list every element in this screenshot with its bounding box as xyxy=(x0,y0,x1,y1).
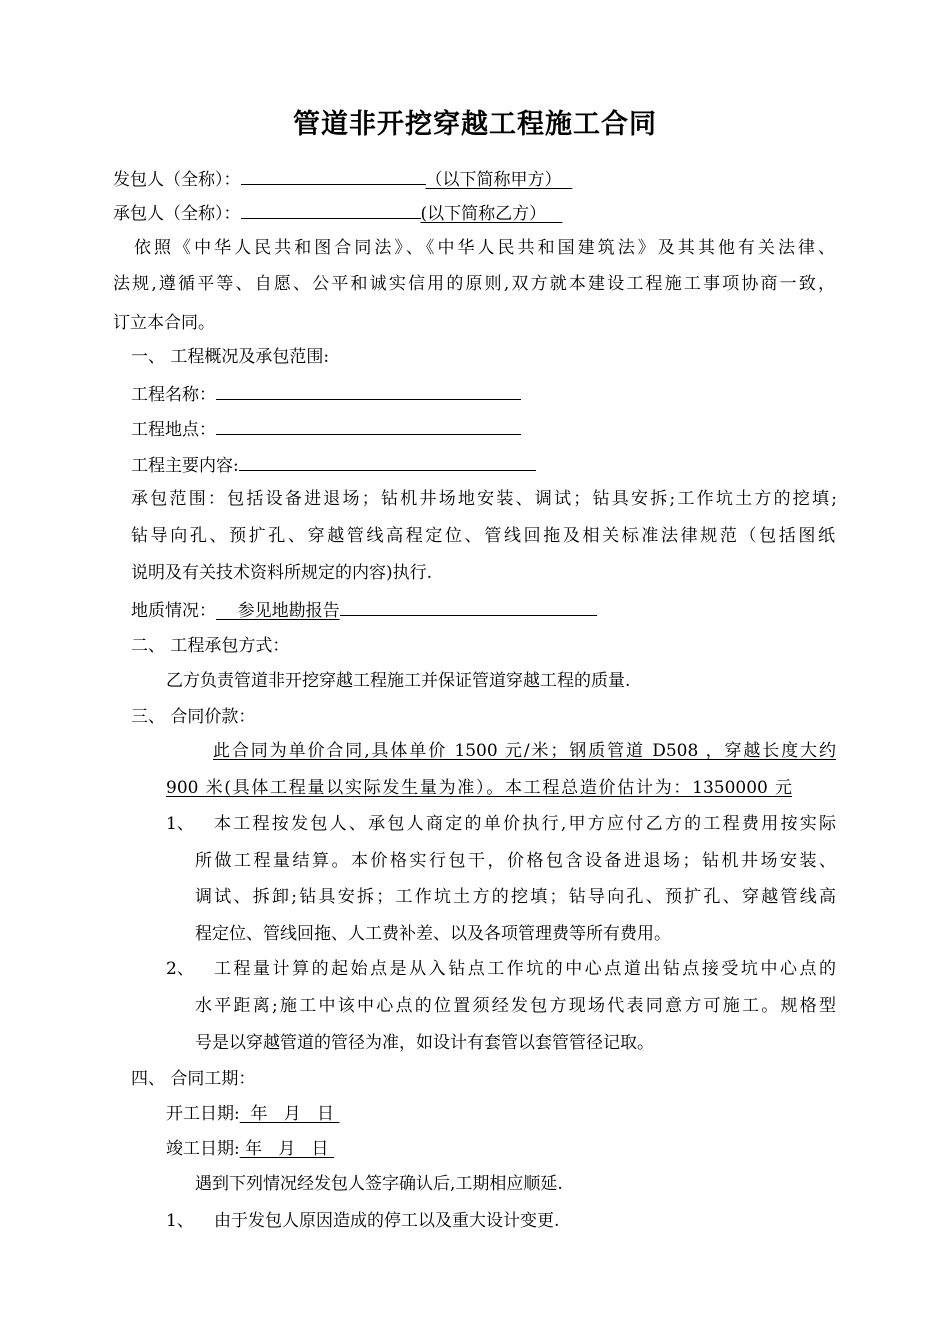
intro-line-1: 依照《中华人民共和图合同法》、《中华人民共和国建筑法》及其其他有关法律、 xyxy=(134,238,835,258)
section-3-heading: 三、 合同价款： xyxy=(131,707,256,727)
party-b-line xyxy=(113,201,562,225)
document-title: 管道非开挖穿越工程施工合同 xyxy=(293,109,657,140)
project-content-blank xyxy=(239,453,536,471)
delay-text: 遇到下列情况经发包人签字确认后,工期相应顺延. xyxy=(195,1174,563,1194)
item-2-number: 2、 xyxy=(166,959,194,979)
item-1-number: 1、 xyxy=(166,814,194,834)
geology-blank xyxy=(340,598,597,616)
project-content-label: 工程主要内容: xyxy=(131,456,239,476)
geology-line xyxy=(131,598,597,622)
intro-line-3: 订立本合同。 xyxy=(113,313,215,333)
item-1-line-3: 调试、拆卸;钻具安拆；工作坑土方的挖填；钻导向孔、预扩孔、穿越管线高 xyxy=(195,887,836,907)
project-location-label: 工程地点： xyxy=(131,420,216,440)
scope-line-1: 承包范围：包括设备进退场；钻机井场地安装、调试；钻具安拆;工作坑土方的挖填; xyxy=(131,489,837,509)
price-line-1: 此合同为单价合同,具体单价 1500 元/米；钢质管道 D508 ，穿越长度大约 xyxy=(213,741,836,761)
party-b-blank xyxy=(241,201,421,219)
end-date-value: 年 月 日 xyxy=(239,1139,329,1159)
start-date-value: 年 月 日 xyxy=(239,1104,334,1124)
section-4-heading: 四、 合同工期： xyxy=(131,1069,256,1089)
party-a-label: 发包人（全称）： xyxy=(113,170,241,190)
party-a-blank xyxy=(241,167,426,185)
project-location-line xyxy=(131,417,521,441)
section-2-text: 乙方负责管道非开挖穿越工程施工并保证管道穿越工程的质量. xyxy=(166,671,631,691)
item-2-line-2: 水平距离;施工中该中心点的位置须经发包方现场代表同意方可施工。规格型 xyxy=(195,996,836,1016)
geology-value: 参见地勘报告 xyxy=(237,601,340,621)
party-b-label: 承包人（全称）： xyxy=(113,204,241,224)
scope-line-3: 说明及有关技术资料所规定的内容)执行. xyxy=(131,563,433,583)
start-date-label: 开工日期: xyxy=(166,1104,240,1124)
end-date-line xyxy=(166,1138,334,1160)
end-date-label: 竣工日期: xyxy=(166,1139,240,1159)
project-location-blank xyxy=(216,417,521,435)
project-name-label: 工程名称： xyxy=(131,385,216,405)
item-1-line-2: 所做工程量结算。本价格实行包干，价格包含设备进退场；钻机井场安装、 xyxy=(195,851,836,871)
item-1-line-4: 程定位、管线回拖、人工费补差、以及各项管理费等所有费用。 xyxy=(195,924,671,944)
party-a-suffix: （以下简称甲方） xyxy=(425,170,562,190)
geology-label: 地质情况： xyxy=(131,601,216,621)
intro-line-2: 法规,遵循平等、自愿、公平和诚实信用的原则,双方就本建设工程施工事项协商一致， xyxy=(113,274,835,294)
project-name-blank xyxy=(216,382,521,400)
party-b-suffix: (以下简称乙方） xyxy=(420,204,547,224)
party-a-line xyxy=(113,167,572,191)
section-1-heading: 一、 工程概况及承包范围: xyxy=(131,347,330,367)
scope-line-2: 钻导向孔、预扩孔、穿越管线高程定位、管线回拖及相关标准法律规范（包括图纸 xyxy=(131,526,835,546)
price-line-2: 900 米(具体工程量以实际发生量为准）。本工程总造价估计为：1350000 元 xyxy=(166,778,792,798)
item-2-line-1: 工程量计算的起始点是从入钻点工作坑的中心点道出钻点接受坑中心点的 xyxy=(214,959,836,979)
start-date-line xyxy=(166,1103,339,1125)
item-1-line-1: 本工程按发包人、承包人商定的单价执行,甲方应付乙方的工程费用按实际 xyxy=(214,814,836,834)
project-content-line xyxy=(131,453,536,477)
project-name-line xyxy=(131,382,521,406)
item-2-line-3: 号是以穿越管道的管径为准，如设计有套管以套管管径记取。 xyxy=(195,1033,654,1053)
delay-item-1: 由于发包人原因造成的停工以及重大设计变更. xyxy=(214,1211,560,1231)
delay-item-1-number: 1、 xyxy=(166,1211,194,1231)
section-2-heading: 二、 工程承包方式： xyxy=(131,636,290,656)
